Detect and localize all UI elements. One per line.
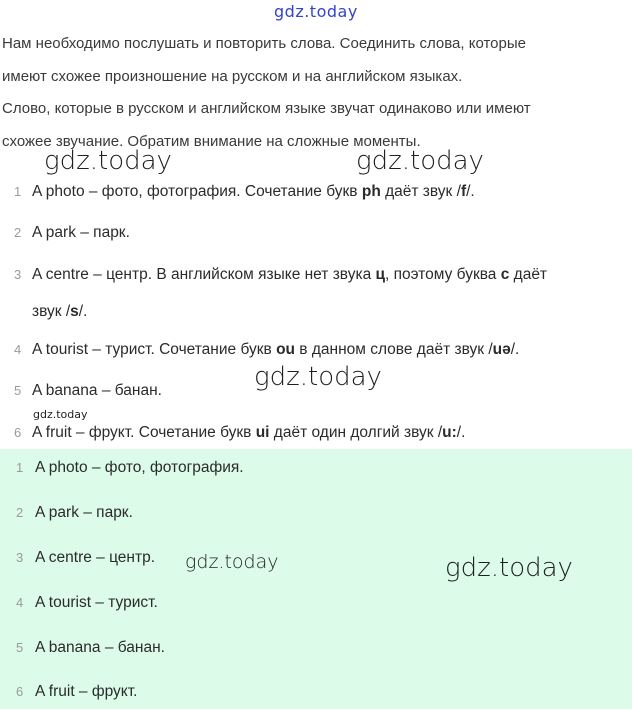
item-text: A photo – фото, фотография. [35, 459, 244, 476]
item-number: 3 [14, 267, 22, 282]
item-number: 6 [16, 684, 24, 699]
item-text: A banana – банан. [32, 382, 162, 399]
item-text: A banana – банан. [35, 639, 165, 656]
item-text: A fruit – фрукт. Сочетание букв ui даёт один долгий звук /u:/. [32, 424, 466, 441]
item-text: A park – парк. [32, 224, 130, 241]
item-number: 5 [14, 383, 22, 398]
intro-line: Нам необходимо послушать и повторить слова. Соединить слова, которые [2, 35, 526, 52]
intro-line: Слово, которые в русском и английском языке звучат одинаково или имеют [2, 100, 531, 117]
item-number: 3 [16, 550, 24, 565]
intro-line: имеют схожее произношение на русском и на английском языках. [2, 67, 463, 85]
item-text: A park – парк. [35, 504, 133, 521]
item-text: A centre – центр. [35, 549, 156, 566]
item-number: 4 [16, 595, 24, 610]
watermark-top: gdz.today [274, 2, 358, 21]
item-number: 4 [14, 342, 22, 357]
item-text: A tourist – турист. [35, 594, 158, 611]
watermark: gdz.today [445, 553, 573, 583]
item-text: A tourist – турист. Сочетание букв ou в данном слове даёт звук /uə/. [32, 341, 520, 358]
watermark: gdz.today [33, 408, 88, 421]
watermark: gdz.today [185, 551, 279, 573]
item-text: A centre – центр. В английском языке нет звука ц, поэтому буква c даёт звук /s/. [32, 266, 548, 320]
item-number: 5 [16, 640, 24, 655]
intro-text [2, 28, 628, 158]
watermark: gdz.today [356, 146, 484, 176]
item-number: 6 [14, 425, 22, 440]
watermark: gdz.today [254, 362, 382, 392]
item-text: A photo – фото, фотография. Сочетание букв ph даёт звук /f/. [32, 183, 475, 200]
item-number: 2 [16, 505, 24, 520]
watermark: gdz.today [44, 146, 172, 176]
item-number: 2 [14, 225, 22, 240]
answer-block [0, 449, 632, 709]
intro-line: схожее звучание. Обратим внимание на сложные моменты. [2, 132, 421, 150]
item-text: A fruit – фрукт. [35, 683, 138, 700]
item-number: 1 [14, 184, 22, 199]
item-number: 1 [16, 460, 24, 475]
